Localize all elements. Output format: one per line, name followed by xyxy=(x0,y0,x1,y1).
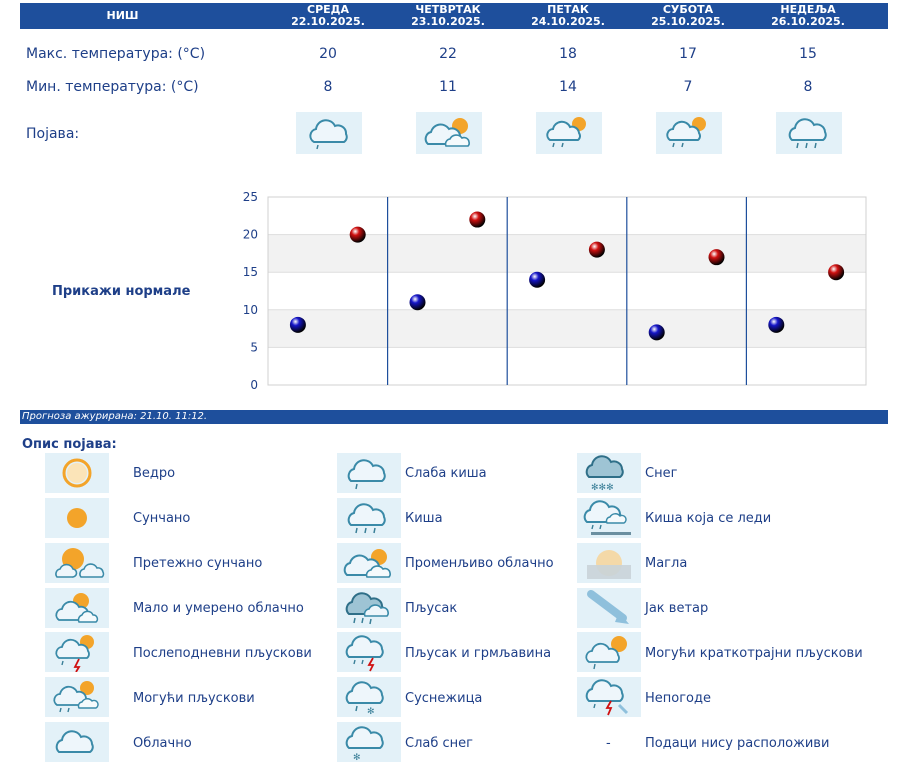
legend-label: Суснежица xyxy=(405,691,483,706)
y-tick-label: 15 xyxy=(242,265,258,280)
fog-icon xyxy=(577,543,641,583)
legend-label: Облачно xyxy=(133,736,192,751)
max-temp-value: 15 xyxy=(799,46,817,62)
legend-label: Ведро xyxy=(133,466,176,481)
thunderstorm-icon xyxy=(337,632,401,672)
possible-showers-icon xyxy=(45,677,109,717)
legend-label: Слаб снег xyxy=(405,736,473,751)
legend-label: Слаба киша xyxy=(405,466,487,481)
min-temp-value: 8 xyxy=(323,79,333,95)
legend-label: Киша xyxy=(405,511,443,526)
legend-label: Киша која се леди xyxy=(645,511,772,526)
min-temp-point xyxy=(290,317,306,333)
light-rain-icon xyxy=(337,453,401,493)
y-tick-label: 5 xyxy=(250,340,258,355)
cloudy-icon xyxy=(45,722,109,762)
light-snow-icon xyxy=(337,722,401,762)
strong-wind-icon xyxy=(577,588,641,628)
legend-label: Могући краткотрајни пљускови xyxy=(645,646,863,661)
storm-icon xyxy=(577,677,641,717)
max-temp-point xyxy=(709,249,725,265)
min-temp-point xyxy=(768,317,784,333)
min-temp-point xyxy=(410,294,426,310)
chart-band xyxy=(268,272,866,310)
legend-title: Опис појава: xyxy=(22,437,117,452)
phenomenon-label: Појава: xyxy=(26,126,80,142)
y-tick-label: 25 xyxy=(242,190,258,204)
svg-text:✻: ✻ xyxy=(367,707,375,717)
svg-text:✻: ✻ xyxy=(353,753,361,762)
update-bar xyxy=(20,410,888,424)
variable-cloudy-icon xyxy=(337,543,401,583)
min-temp-label: Мин. температура: (°C) xyxy=(26,79,199,95)
day-header-3: ПЕТАК 24.10.2025. xyxy=(531,3,605,28)
y-tick-label: 10 xyxy=(242,302,258,317)
snow-icon xyxy=(577,453,641,493)
showers-icon xyxy=(656,112,722,154)
temperature-chart xyxy=(230,188,880,398)
max-temp-label: Макс. температура: (°C) xyxy=(26,46,206,62)
min-temp-value: 7 xyxy=(683,79,693,95)
max-temp-point xyxy=(589,242,605,258)
showers-icon xyxy=(536,112,602,154)
svg-text:✻✻✻: ✻✻✻ xyxy=(591,483,614,493)
day-header-1: СРЕДА 22.10.2025. xyxy=(291,3,365,28)
day-header-2: ЧЕТВРТАК 23.10.2025. xyxy=(411,3,485,28)
legend-label: Могући пљускови xyxy=(133,691,255,706)
max-temp-value: 20 xyxy=(319,46,337,62)
brief-showers-icon xyxy=(577,632,641,672)
chart-band xyxy=(268,347,866,385)
max-temp-point xyxy=(828,264,844,280)
y-tick-label: 0 xyxy=(250,378,258,392)
legend-label: Мало и умерено облачно xyxy=(133,601,304,616)
y-tick-label: 20 xyxy=(242,227,258,242)
legend-label: Променљиво облачно xyxy=(405,556,554,571)
sunny-icon xyxy=(45,498,109,538)
rain-icon xyxy=(776,112,842,154)
max-temp-point xyxy=(469,212,485,228)
partly-cloudy-icon xyxy=(416,112,482,154)
day-header-4: СУБОТА 25.10.2025. xyxy=(651,3,725,28)
afternoon-showers-icon xyxy=(45,632,109,672)
max-temp-value: 22 xyxy=(439,46,457,62)
shower-icon xyxy=(337,588,401,628)
min-temp-point xyxy=(649,324,665,340)
no-data-dash: - xyxy=(606,736,611,751)
partly-cloudy-icon xyxy=(45,588,109,628)
legend-label: Претежно сунчано xyxy=(133,556,263,571)
sleet-icon xyxy=(337,677,401,717)
min-temp-value: 11 xyxy=(439,79,457,95)
min-temp-value: 14 xyxy=(559,79,577,95)
day-header-5: НЕДЕЉА 26.10.2025. xyxy=(771,3,845,28)
clear-sun-icon xyxy=(45,453,109,493)
legend-label: Јак ветар xyxy=(645,601,709,616)
legend-label: Подаци нису расположиви xyxy=(645,736,830,751)
city-name: НИШ xyxy=(106,9,139,22)
light-rain-icon xyxy=(296,112,362,154)
legend-label: Снег xyxy=(645,466,678,481)
legend-label: Пљусак xyxy=(405,601,458,616)
legend-label: Непогоде xyxy=(645,691,711,706)
update-text: Прогноза ажурирана: 21.10. 11:12. xyxy=(22,411,208,422)
show-normals-link[interactable]: Прикажи нормале xyxy=(52,284,191,299)
legend-label: Послеподневни пљускови xyxy=(133,646,312,661)
min-temp-point xyxy=(529,272,545,288)
forecast-header xyxy=(20,3,888,29)
legend-label: Магла xyxy=(645,556,688,571)
legend-label: Сунчано xyxy=(133,511,191,526)
min-temp-value: 8 xyxy=(803,79,813,95)
legend-label: Пљусак и грмљавина xyxy=(405,646,552,661)
freezing-rain-icon xyxy=(577,498,641,538)
max-temp-value: 17 xyxy=(679,46,697,62)
max-temp-point xyxy=(350,227,366,243)
rain-icon xyxy=(337,498,401,538)
mostly-sunny-icon xyxy=(45,543,109,583)
max-temp-value: 18 xyxy=(559,46,577,62)
